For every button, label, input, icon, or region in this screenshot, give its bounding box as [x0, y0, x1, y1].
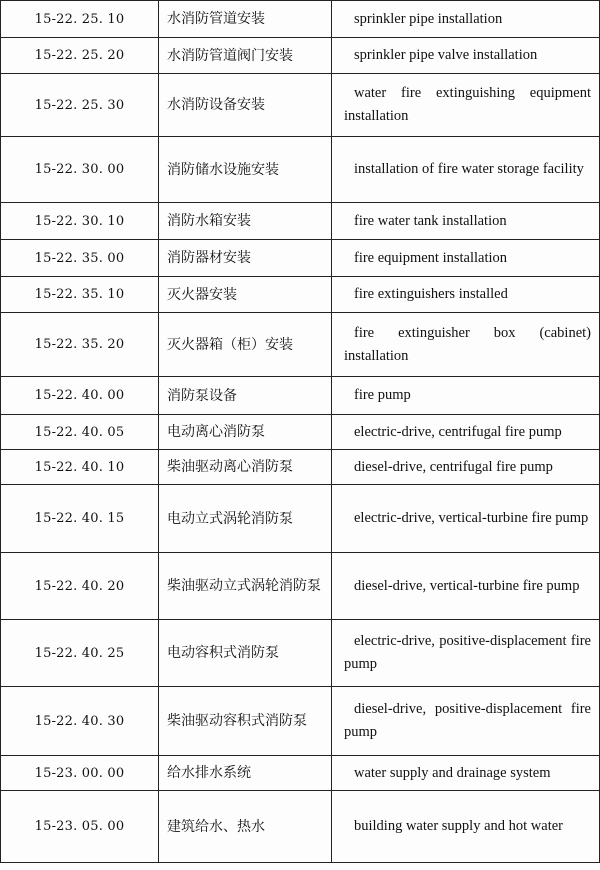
english-term-text: fire pump: [354, 387, 411, 403]
english-term-text: sprinkler pipe installation: [354, 10, 503, 27]
code-cell: 15-22. 40. 20: [1, 553, 159, 620]
english-term-cell: [332, 620, 600, 687]
code-cell: 15-22. 25. 20: [1, 38, 159, 74]
table-row: [1, 38, 600, 74]
code-cell: 15-22. 40. 10: [1, 450, 159, 485]
english-term-cell: [332, 313, 600, 377]
chinese-term-cell: 柴油驱动立式涡轮消防泵: [159, 553, 332, 620]
code-cell: 15-22. 40. 30: [1, 687, 159, 756]
english-term-text: diesel-drive, vertical-turbine fire pump: [354, 577, 580, 594]
table-row: [1, 450, 600, 485]
code-cell: 15-23. 00. 00: [1, 756, 159, 791]
english-term-cell: [332, 791, 600, 863]
english-term-text: water supply and drainage system: [354, 764, 551, 781]
table-row: [1, 415, 600, 450]
chinese-term-cell: 消防器材安装: [159, 240, 332, 277]
english-term-text: fire extinguishers installed: [354, 286, 508, 302]
english-term-text: diesel-drive, centrifugal fire pump: [354, 458, 553, 475]
chinese-term-cell: 消防储水设施安装: [159, 137, 332, 203]
table-row: [1, 756, 600, 791]
english-term-cell: [332, 203, 600, 240]
chinese-term-cell: 消防水箱安装: [159, 203, 332, 240]
english-term-text: electric-drive, positive-displacement fire pump: [344, 633, 591, 672]
table-row: [1, 203, 600, 240]
code-cell: 15-22. 35. 00: [1, 240, 159, 277]
code-cell: 15-22. 40. 25: [1, 620, 159, 687]
english-term-cell: [332, 137, 600, 203]
english-term-cell: [332, 687, 600, 756]
english-term-text: fire water tank installation: [354, 212, 507, 229]
english-term-cell: [332, 240, 600, 277]
chinese-term-cell: 柴油驱动容积式消防泵: [159, 687, 332, 756]
code-cell: 15-22. 40. 00: [1, 377, 159, 415]
table-row: [1, 74, 600, 137]
chinese-term-cell: 水消防管道安装: [159, 1, 332, 38]
table-row: [1, 137, 600, 203]
english-term-cell: [332, 74, 600, 137]
code-cell: 15-22. 35. 10: [1, 277, 159, 313]
table-row: [1, 240, 600, 277]
english-term-cell: [332, 38, 600, 74]
code-cell: 15-22. 35. 20: [1, 313, 159, 377]
chinese-term-cell: 建筑给水、热水: [159, 791, 332, 863]
english-term-cell: [332, 450, 600, 485]
code-cell: 15-22. 25. 10: [1, 1, 159, 38]
table-row: [1, 277, 600, 313]
table-row: [1, 687, 600, 756]
code-cell: 15-23. 05. 00: [1, 791, 159, 863]
code-cell: 15-22. 40. 15: [1, 485, 159, 553]
english-term-text: electric-drive, vertical-turbine fire pump: [354, 510, 589, 526]
english-term-text: sprinkler pipe valve installation: [354, 47, 538, 63]
english-term-text: water fire extinguishing equipment installation: [344, 85, 591, 124]
chinese-term-cell: 电动容积式消防泵: [159, 620, 332, 687]
code-cell: 15-22. 30. 10: [1, 203, 159, 240]
chinese-term-cell: 电动立式涡轮消防泵: [159, 485, 332, 553]
english-term-cell: [332, 377, 600, 415]
table-row: [1, 485, 600, 553]
code-cell: 15-22. 30. 00: [1, 137, 159, 203]
table-row: [1, 313, 600, 377]
table-row: [1, 553, 600, 620]
english-term-text: diesel-drive, positive-displacement fire pump: [344, 701, 591, 740]
english-term-text: fire equipment installation: [354, 249, 508, 266]
english-term-text: building water supply and hot water: [354, 818, 563, 834]
english-term-text: installation of fire water storage facility: [354, 161, 584, 177]
chinese-term-cell: 给水排水系统: [159, 756, 332, 791]
english-term-cell: [332, 756, 600, 791]
english-term-text: fire extinguisher box (cabinet) installation: [344, 324, 591, 364]
english-term-cell: [332, 415, 600, 450]
code-cell: 15-22. 40. 05: [1, 415, 159, 450]
chinese-term-cell: 柴油驱动离心消防泵: [159, 450, 332, 485]
table-row: [1, 1, 600, 38]
chinese-term-cell: 灭火器安装: [159, 277, 332, 313]
chinese-term-cell: 电动离心消防泵: [159, 415, 332, 450]
chinese-term-cell: 灭火器箱（柜）安装: [159, 313, 332, 377]
code-cell: 15-22. 25. 30: [1, 74, 159, 137]
english-term-cell: [332, 277, 600, 313]
english-term-text: electric-drive, centrifugal fire pump: [354, 423, 562, 440]
chinese-term-cell: 消防泵设备: [159, 377, 332, 415]
english-term-cell: [332, 485, 600, 553]
chinese-term-cell: 水消防设备安装: [159, 74, 332, 137]
table-row: [1, 620, 600, 687]
english-term-cell: [332, 553, 600, 620]
english-term-cell: [332, 1, 600, 38]
table-row: [1, 377, 600, 415]
table-row: [1, 791, 600, 863]
chinese-term-cell: 水消防管道阀门安装: [159, 38, 332, 74]
